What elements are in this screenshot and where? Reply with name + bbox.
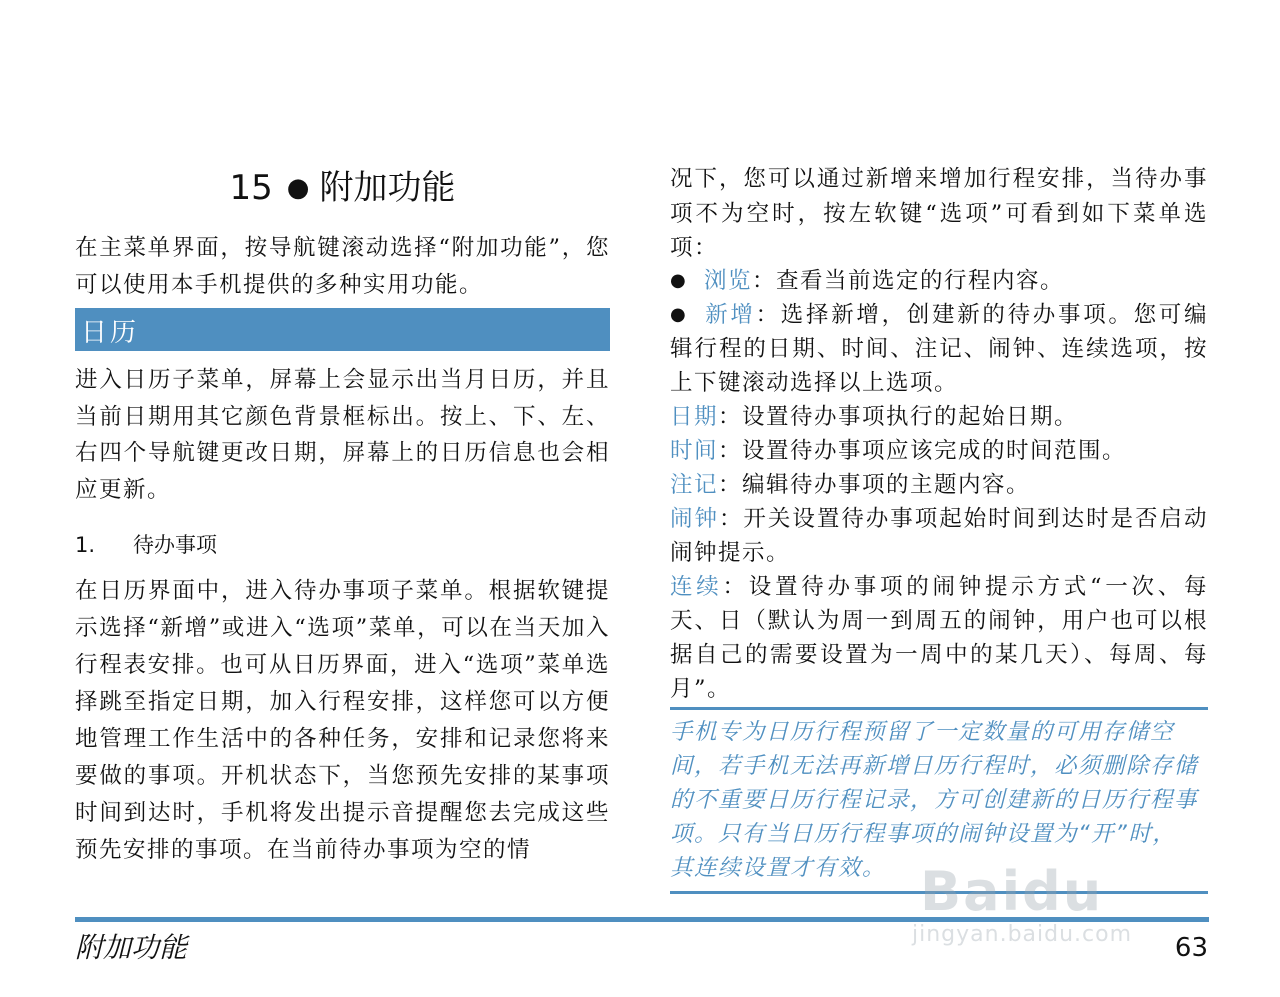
option-new [670, 298, 1208, 400]
option-browse [670, 264, 1208, 298]
page-number: 63 [1174, 933, 1208, 963]
footer-title: 附加功能 [75, 931, 188, 964]
field-alarm [670, 502, 1208, 570]
note-bottom-rule [670, 891, 1208, 894]
field-term: 注记 [670, 472, 719, 498]
field-desc: ：编辑待办事项的主题内容。 [718, 472, 1031, 498]
field-desc: ：设置待办事项的闹钟提示方式“一次、每天、日（默认为周一到周五的闹钟，用户也可以根据自己的需要设置为一周中的某几天）、每周、每月”。 [670, 574, 1208, 702]
note-box: 手机专为日历行程预留了一定数量的可用存储空间，若手机无法再新增日历行程时，必须删除存储的不重要日历行程记录，方可创建新的日历行程事项。只有当日历行程事项的闹钟设置为“开”时，其连续设置才有效。 [670, 719, 1199, 881]
section-title: 日历 [81, 318, 140, 348]
field-desc: ：设置待办事项应该完成的时间范围。 [718, 438, 1127, 464]
watermark-url: jingyan.baidu.com [912, 922, 1133, 947]
option-term: 浏览 [704, 268, 753, 294]
option-desc: ：查看当前选定的行程内容。 [752, 268, 1065, 294]
intro-paragraph: 在主菜单界面，按导航键滚动选择“附加功能”，您可以使用本手机提供的多种实用功能。 [75, 235, 610, 298]
chapter-number: 15 [229, 168, 273, 208]
field-time [670, 434, 1208, 468]
bullet-icon: ● [670, 270, 688, 291]
section-header-calendar [75, 308, 610, 351]
field-term: 时间 [670, 438, 719, 464]
chapter-title [75, 162, 610, 214]
field-note [670, 468, 1208, 502]
option-term: 新增 [704, 302, 756, 328]
todo-paragraph-right: 况下，您可以通过新增来增加行程安排，当待办事项不为空时，按左软键“选项”可看到如下菜单选项： [670, 166, 1208, 261]
watermark-logo: Baidu [920, 860, 1104, 923]
field-term: 闹钟 [670, 506, 719, 532]
field-desc: ：开关设置待办事项起始时间到达时是否启动闹钟提示。 [670, 506, 1208, 566]
field-repeat [670, 570, 1208, 706]
field-date [670, 400, 1208, 434]
note-top-rule [670, 707, 1208, 710]
field-term: 日期 [670, 404, 719, 430]
field-term: 连续 [670, 574, 723, 600]
bullet-icon: ● [670, 304, 688, 325]
chapter-title-text: 附加功能 [319, 168, 456, 208]
calendar-paragraph: 进入日历子菜单，屏幕上会显示出当月日历，并且当前日期用其它颜色背景框标出。按上、下、左、右四个导航键更改日期，屏幕上的日历信息也会相应更新。 [75, 367, 610, 503]
field-desc: ：设置待办事项执行的起始日期。 [718, 404, 1079, 430]
footer-rule [75, 917, 1209, 922]
bullet-icon: ● [286, 173, 310, 203]
todo-paragraph-left: 在日历界面中，进入待办事项子菜单。根据软键提示选择“新增”或进入“选项”菜单，可以在当天加入行程表安排。也可从日历界面，进入“选项”菜单选择跳至指定日期，加入行程安排，这样您可以方便地管理工作生活中的各种任务，安排和记录您将来要做的事项。开机状态下，当您预先安排的某事项时间到达时，手机将发出提示音提醒您去完成这些预先安排的事项。在当前待办事项为空的情 [75, 578, 610, 863]
subsection-heading [75, 528, 217, 562]
subsection-title: 待办事项 [133, 533, 217, 557]
subsection-number: 1. [75, 533, 96, 557]
option-desc: ：选择新增，创建新的待办事项。您可编辑行程的日期、时间、注记、闹钟、连续选项，按上下键滚动选择以上选项。 [670, 302, 1208, 396]
